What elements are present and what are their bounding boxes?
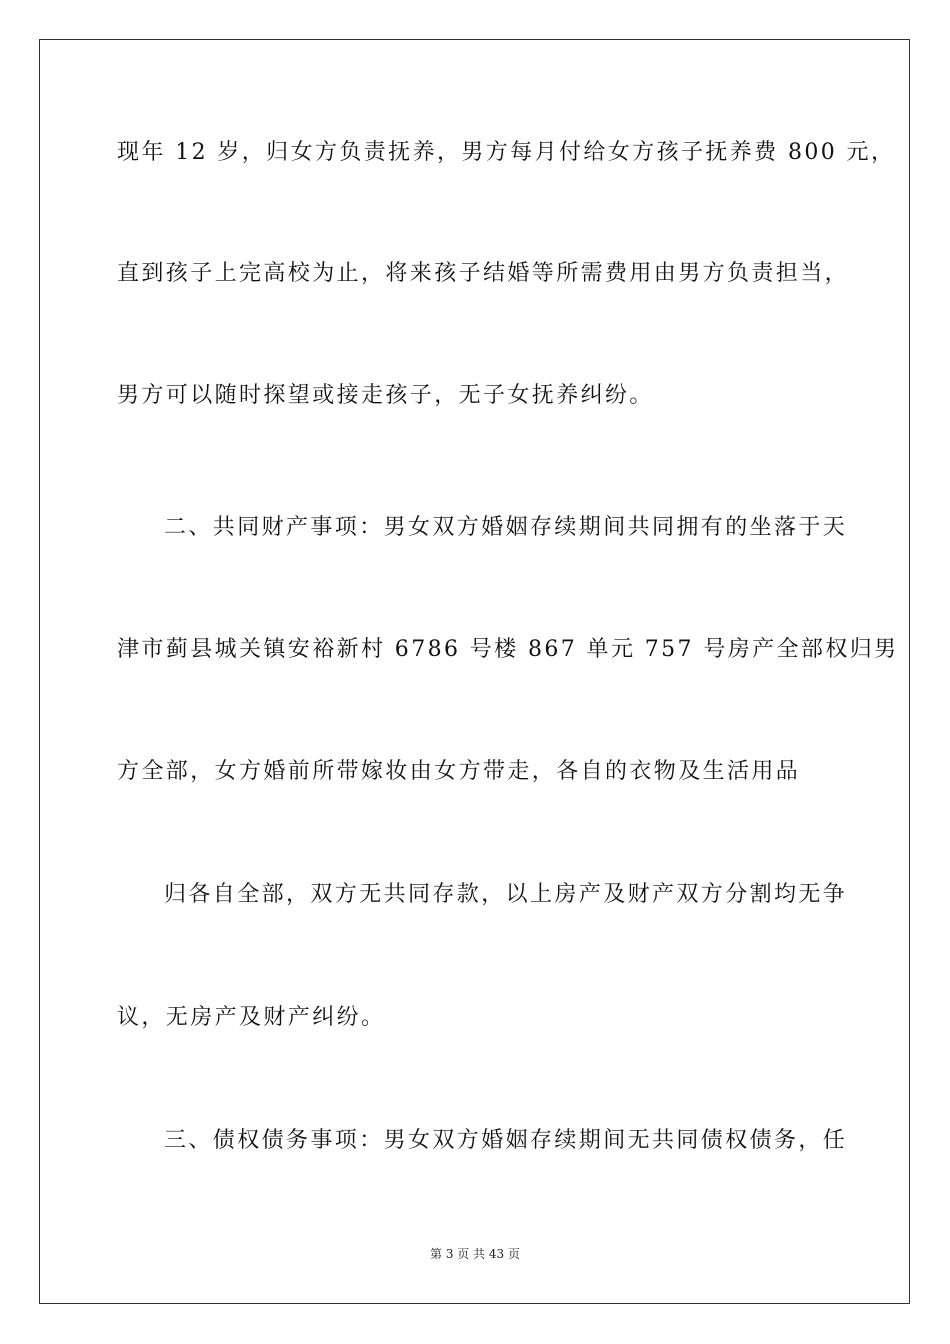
paragraph-4-line-1: 三、债权债务事项：男女双方婚姻存续期间无共同债权债务，任 bbox=[164, 1128, 848, 1153]
paragraph-2-line-2: 津市蓟县城关镇安裕新村 6786 号楼 867 单元 757 号房产全部权归男 bbox=[117, 637, 899, 662]
text-line-3: 男方可以随时探望或接走孩子，无子女抚养纠纷。 bbox=[117, 383, 654, 408]
paragraph-2-line-1: 二、共同财产事项：男女双方婚姻存续期间共同拥有的坐落于天 bbox=[164, 515, 848, 540]
text-line-2: 直到孩子上完高校为止，将来孩子结婚等所需费用由男方负责担当， bbox=[117, 261, 850, 286]
paragraph-3-line-2: 议，无房产及财产纠纷。 bbox=[117, 1005, 386, 1030]
page-frame bbox=[39, 39, 910, 1304]
paragraph-3-line-1: 归各自全部，双方无共同存款，以上房产及财产双方分割均无争 bbox=[164, 882, 848, 907]
paragraph-2-line-3: 方全部，女方婚前所带嫁妆由女方带走，各自的衣物及生活用品 bbox=[117, 759, 801, 784]
text-line-1: 现年 12 岁，归女方负责抚养，男方每月付给女方孩子抚养费 800 元， bbox=[117, 140, 896, 165]
page-number-footer: 第 3 页 共 43 页 bbox=[430, 1247, 520, 1261]
